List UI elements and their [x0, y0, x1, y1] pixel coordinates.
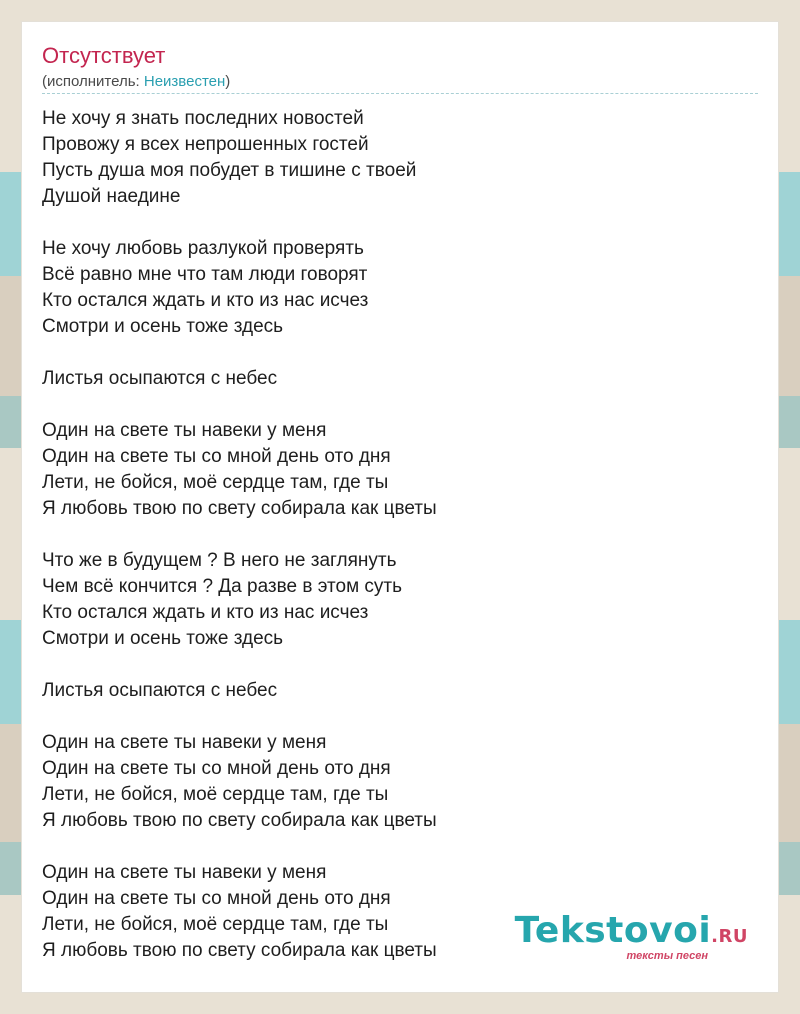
lyric-line: Я любовь твою по свету собирала как цветы — [42, 498, 437, 519]
logo-tld: .RU — [711, 926, 748, 947]
lyric-line: Один на свете ты со мной день ото дня — [42, 758, 391, 779]
divider — [42, 93, 758, 94]
artist-prefix: (исполнитель: — [42, 73, 144, 90]
song-title: Отсутствует — [42, 43, 166, 68]
artist-line — [42, 73, 230, 91]
lyric-line: Один на свете ты со мной день ото дня — [42, 888, 391, 909]
lyric-line: Провожу я всех непрошенных гостей — [42, 134, 369, 155]
lyric-line: Один на свете ты навеки у меня — [42, 862, 327, 883]
artist-suffix: ) — [225, 73, 231, 90]
lyric-line: Чем всё кончится ? Да разве в этом суть — [42, 576, 403, 597]
lyric-line: Не хочу я знать последних новостей — [42, 108, 364, 129]
logo-main-text: Tekstovoi — [514, 910, 712, 951]
lyric-line: Не хочу любовь разлукой проверять — [42, 238, 364, 259]
lyrics-card — [22, 22, 778, 992]
lyric-line: Кто остался ждать и кто из нас исчез — [42, 290, 369, 311]
lyric-line: Листья осыпаются с небес — [42, 368, 278, 389]
lyric-line: Листья осыпаются с небес — [42, 680, 278, 701]
stanza — [42, 730, 742, 834]
lyric-line: Один на свете ты навеки у меня — [42, 420, 327, 441]
stanza — [42, 548, 742, 652]
lyric-line: Кто остался ждать и кто из нас исчез — [42, 602, 369, 623]
artist-link[interactable]: Неизвестен — [143, 73, 226, 90]
site-logo[interactable] — [508, 910, 748, 970]
stanza — [42, 678, 742, 704]
stanza — [42, 236, 742, 340]
lyric-line: Лети, не бойся, моё сердце там, где ты — [42, 472, 389, 493]
lyric-line: Один на свете ты навеки у меня — [42, 732, 327, 753]
lyric-line: Я любовь твою по свету собирала как цветы — [42, 940, 437, 961]
lyric-line: Всё равно мне что там люди говорят — [42, 264, 368, 285]
stanza — [42, 106, 742, 210]
logo-tagline: тексты песен — [626, 950, 708, 962]
lyric-line: Что же в будущем ? В него не заглянуть — [42, 550, 397, 571]
lyrics-text — [42, 106, 742, 990]
lyric-line: Смотри и осень тоже здесь — [42, 316, 284, 337]
stanza — [42, 366, 742, 392]
lyric-line: Лети, не бойся, моё сердце там, где ты — [42, 914, 389, 935]
lyric-line: Смотри и осень тоже здесь — [42, 628, 284, 649]
lyric-line: Лети, не бойся, моё сердце там, где ты — [42, 784, 389, 805]
lyric-line: Душой наедине — [42, 186, 181, 207]
lyric-line: Один на свете ты со мной день ото дня — [42, 446, 391, 467]
lyric-line: Пусть душа моя побудет в тишине с твоей — [42, 160, 417, 181]
lyric-line: Я любовь твою по свету собирала как цветы — [42, 810, 437, 831]
stanza — [42, 418, 742, 522]
